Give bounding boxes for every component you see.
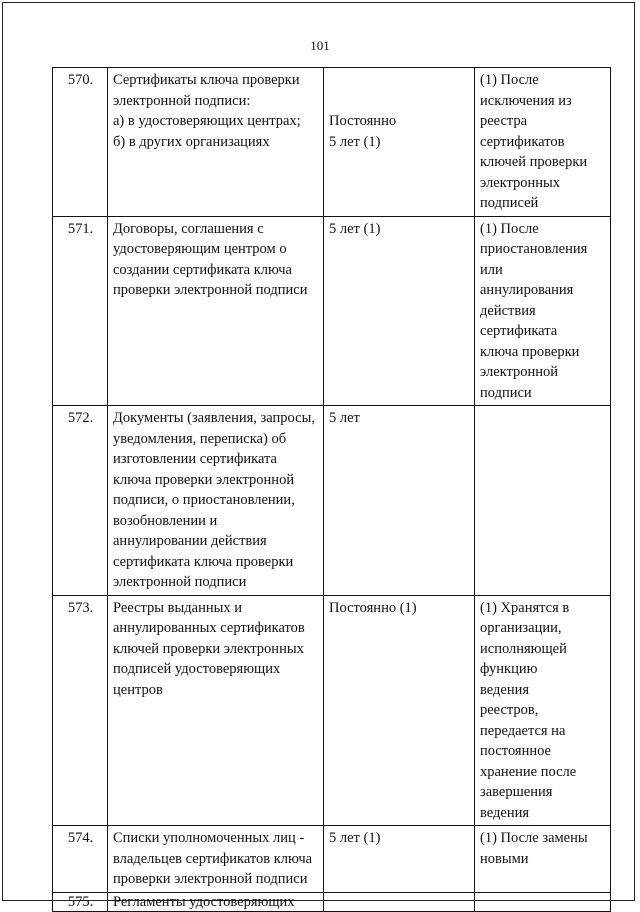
retention-term	[324, 406, 475, 596]
term-line: 5 лет	[329, 410, 360, 426]
table-row	[53, 892, 611, 911]
title-line: удостоверяющим центром о	[113, 241, 287, 257]
row-number: 574.	[53, 826, 108, 893]
title-line: электронной подписи	[113, 574, 247, 590]
title-line: электронной подписи:	[113, 92, 251, 109]
note-line: сертификатов	[480, 133, 565, 150]
note-line: (1) После замены	[480, 830, 588, 846]
title-line: центров	[113, 681, 163, 698]
document-title	[108, 68, 324, 217]
note-line: ключей проверки	[480, 154, 588, 170]
note	[475, 595, 611, 826]
note-line: ключа проверки	[480, 343, 580, 360]
table-row	[53, 216, 611, 406]
note-line: исключения из	[480, 92, 572, 109]
title-line: уведомления, переписка) об	[113, 430, 287, 447]
title-line: ключей проверки электронных	[113, 640, 304, 657]
term-line: 5 лет (1)	[329, 133, 381, 150]
note-line: завершения	[480, 784, 553, 800]
title-line: а) в удостоверяющих центрах;	[113, 113, 301, 129]
retention-term	[324, 892, 475, 911]
note	[475, 892, 611, 911]
title-line: ключа проверки электронной	[113, 471, 295, 488]
note-line: подписи	[480, 384, 532, 401]
title-line: создании сертификата ключа	[113, 261, 292, 278]
note-line: реестров,	[480, 702, 539, 718]
title-line: Сертификаты ключа проверки	[113, 72, 300, 88]
row-number: 573.	[53, 595, 108, 826]
note-line: (1) Хранятся в	[480, 599, 570, 616]
term-line: 5 лет (1)	[329, 220, 381, 237]
note-line: аннулирования	[480, 282, 574, 298]
title-line: Документы (заявления, запросы,	[113, 410, 315, 426]
row-number: 571.	[53, 216, 108, 406]
document-title	[108, 826, 324, 893]
title-line: Реестры выданных и	[113, 599, 242, 616]
term-spacer	[329, 70, 470, 111]
title-line: Списки уполномоченных лиц -	[113, 830, 305, 846]
note-line: реестра	[480, 113, 528, 129]
retention-term	[324, 826, 475, 893]
title-line: возобновлении и	[113, 512, 218, 529]
note-line: организации,	[480, 620, 562, 636]
note-line: (1) После	[480, 220, 539, 237]
document-title	[108, 892, 324, 911]
title-line: Регламенты удостоверяющих	[113, 893, 295, 910]
note-line: передается на	[480, 722, 566, 739]
note-line: ведения	[480, 681, 530, 698]
note-line: функцию	[480, 661, 538, 677]
table-row	[53, 826, 611, 893]
term-line: 5 лет (1)	[329, 830, 381, 846]
title-line: изготовлении сертификата	[113, 451, 277, 467]
row-number: 575.	[53, 892, 108, 911]
note-line: хранение после	[480, 763, 577, 780]
retention-term	[324, 216, 475, 406]
note-line: (1) После	[480, 72, 539, 88]
note-line: исполняющей	[480, 640, 567, 657]
note-line: ведения	[480, 804, 530, 821]
title-line: подписи, о приостановлении,	[113, 492, 295, 508]
title-line: аннулированных сертификатов	[113, 620, 305, 636]
note-line: действия	[480, 302, 536, 319]
title-line: б) в других организациях	[113, 133, 270, 150]
title-line: сертификата ключа проверки	[113, 553, 294, 570]
retention-term	[324, 595, 475, 826]
document-title	[108, 216, 324, 406]
note-line: приостановления	[480, 241, 588, 257]
title-line: владельцев сертификатов ключа	[113, 850, 313, 867]
retention-term	[324, 68, 475, 217]
note-line: постоянное	[480, 743, 551, 759]
document-title	[108, 406, 324, 596]
row-number: 572.	[53, 406, 108, 596]
note	[475, 406, 611, 596]
title-line: аннулировании действия	[113, 533, 267, 549]
table-row	[53, 406, 611, 596]
note-line: электронной	[480, 364, 559, 380]
title-line: проверки электронной подписи	[113, 871, 308, 887]
note	[475, 68, 611, 217]
note-line: сертификата	[480, 323, 558, 339]
page-number: 101	[310, 38, 330, 53]
title-line: подписей удостоверяющих	[113, 661, 281, 677]
note-line: новыми	[480, 850, 529, 867]
note-line: электронных	[480, 174, 561, 191]
document-title	[108, 595, 324, 826]
table-row	[53, 68, 611, 217]
table-row	[53, 595, 611, 826]
note	[475, 216, 611, 406]
term-line: Постоянно (1)	[329, 599, 417, 616]
records-table	[52, 67, 611, 912]
row-number: 570.	[53, 68, 108, 217]
note-line: или	[480, 261, 503, 278]
title-line: Договоры, соглашения с	[113, 220, 264, 237]
note-line: подписей	[480, 195, 539, 211]
title-line: проверки электронной подписи	[113, 282, 308, 298]
note	[475, 826, 611, 893]
term-line: Постоянно	[329, 113, 397, 129]
